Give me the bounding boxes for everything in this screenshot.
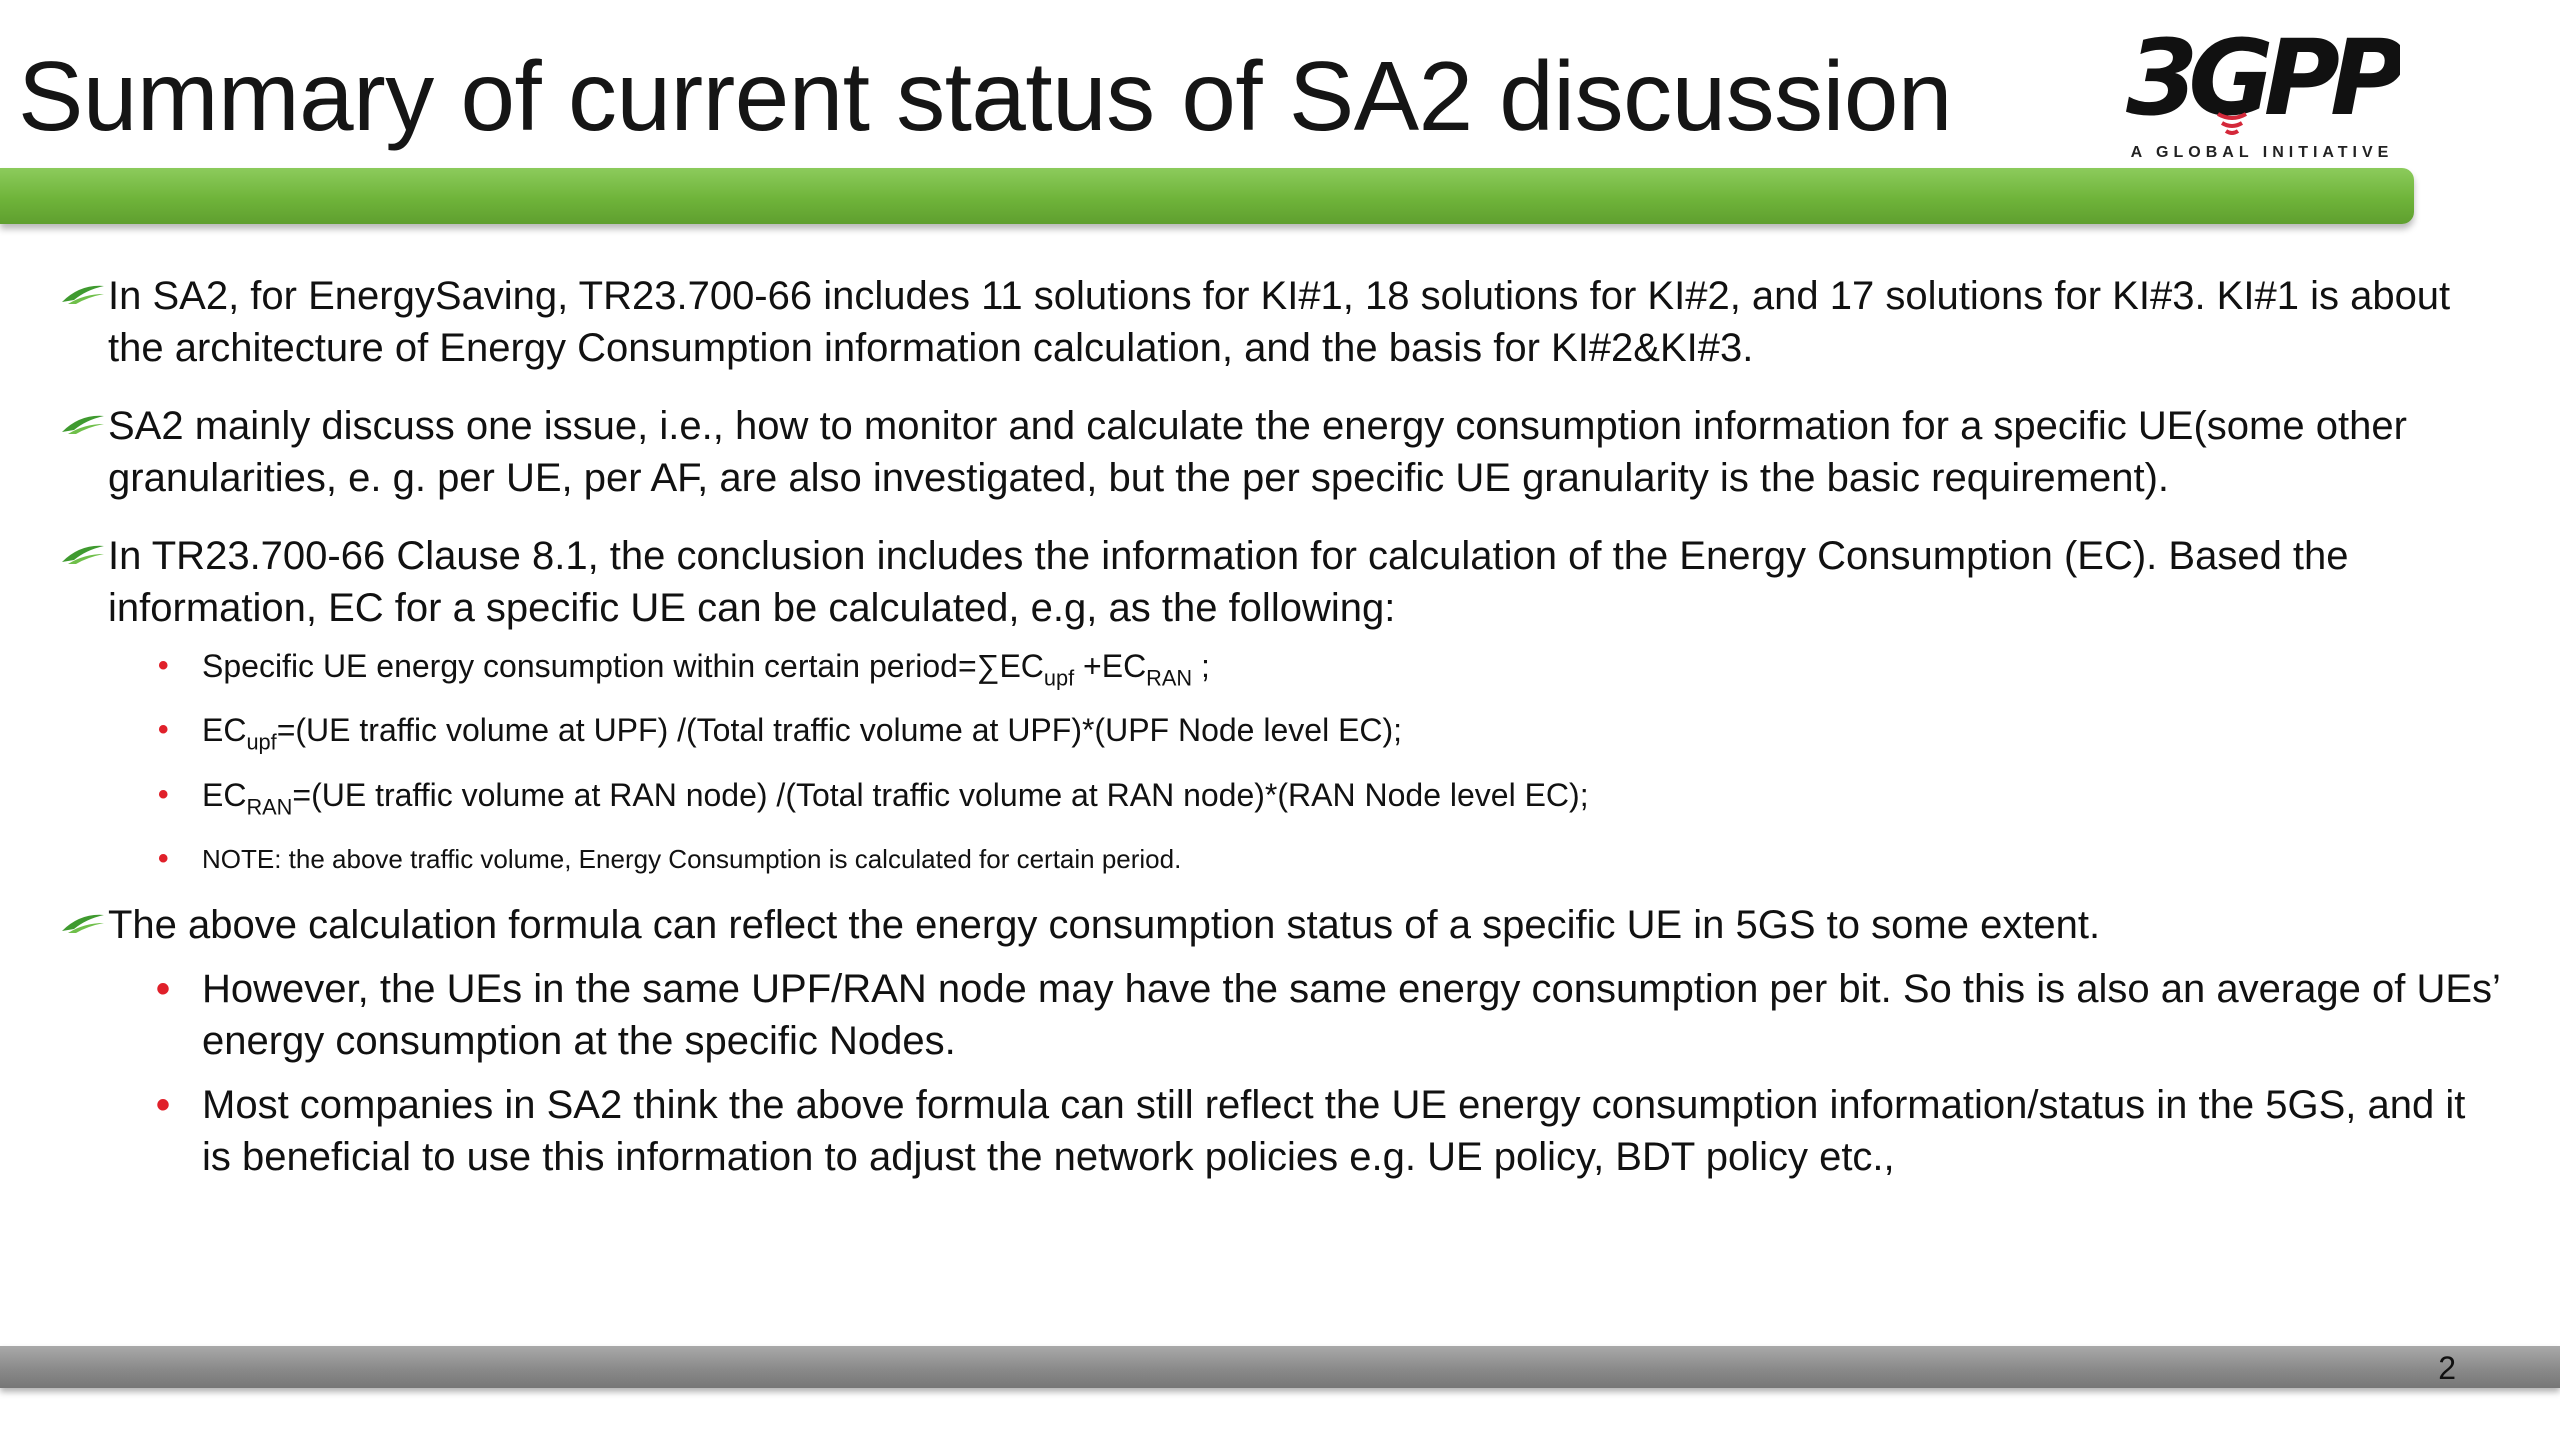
slide-title: Summary of current status of SA2 discussion bbox=[18, 41, 1952, 151]
footer-bar bbox=[0, 1346, 2560, 1388]
wing-bullet-icon bbox=[60, 412, 106, 438]
formula-ran: • $EC_{RAN}=(UE$ traffic volume at RAN node) /(Total traffic volume at RAN node)*(RAN Node level EC); bbox=[60, 773, 2500, 829]
sub-bullet-2: • Most companies in SA2 think the above formula can still reflect the UE energy consumption information/status in the 5GS, and it is beneficial to use this information to adjust the network policies e.g. UE policy, BDT policy etc., bbox=[60, 1079, 2500, 1183]
bullet-2 bbox=[60, 400, 2500, 504]
wing-bullet-icon bbox=[60, 282, 106, 308]
bullet-dot-icon: • bbox=[158, 649, 169, 682]
bullet-1 bbox=[60, 270, 2500, 374]
bullet-2-text: SA2 mainly discuss one issue, i.e., how to monitor and calculate the energy consumption information for a specific UE(some other granularities, e. g. per UE, per AF, are also investigated, but the per specific UE granularity is the basic requirement). bbox=[108, 404, 2407, 500]
logo-caption: A GLOBAL INITIATIVE bbox=[2130, 144, 2394, 161]
3gpp-logo bbox=[2120, 6, 2400, 166]
bullet-dot-icon: • bbox=[156, 1082, 171, 1127]
bullet-dot-icon: • bbox=[158, 777, 169, 811]
sub-bullet-1: • However, the UEs in the same UPF/RAN node may have the same energy consumption per bit. So this is also an average of UEs’ energy consumption at the specific Nodes. bbox=[60, 963, 2500, 1067]
bullet-1-text: In SA2, for EnergySaving, TR23.700-66 includes 11 solutions for KI#1, 18 solutions for KI#2, and 17 solutions for KI#3. KI#1 is about the architecture of Energy Consumption information calculation, and the basis for KI#2&KI#3. bbox=[108, 274, 2451, 370]
formula-note: • NOTE: the above traffic volume, Energy Consumption is calculated for certain period. bbox=[60, 837, 2500, 881]
formula-total: • Specific UE energy consumption within certain $period=\sum EC_{upf} +EC_{RAN}$ ; bbox=[60, 644, 2500, 700]
page-number: 2 bbox=[2438, 1350, 2456, 1386]
wing-bullet-icon bbox=[60, 911, 106, 937]
slide-body bbox=[60, 270, 2500, 1195]
title-accent-bar bbox=[0, 168, 2414, 224]
bullet-dot-icon: • bbox=[158, 841, 169, 875]
bullet-dot-icon: • bbox=[158, 713, 169, 747]
formula-upf: • $EC_{upf}=(UE$ traffic volume at UPF) /(Total traffic volume at UPF)*(UPF Node level EC); bbox=[60, 708, 2500, 764]
bullet-dot-icon: • bbox=[156, 966, 171, 1011]
svg-text:3GPP: 3GPP bbox=[2126, 17, 2397, 139]
bullet-3-text: In TR23.700-66 Clause 8.1, the conclusion includes the information for calculation of the Energy Consumption (EC). Based the information, EC for a specific UE can be calculated, e.g, as the following: bbox=[108, 534, 2349, 630]
bullet-4-text: The above calculation formula can reflect the energy consumption status of a specific UE in 5GS to some extent. bbox=[108, 902, 2101, 947]
bullet-3 bbox=[60, 530, 2500, 634]
bullet-4 bbox=[60, 899, 2500, 951]
wing-bullet-icon bbox=[60, 542, 106, 568]
